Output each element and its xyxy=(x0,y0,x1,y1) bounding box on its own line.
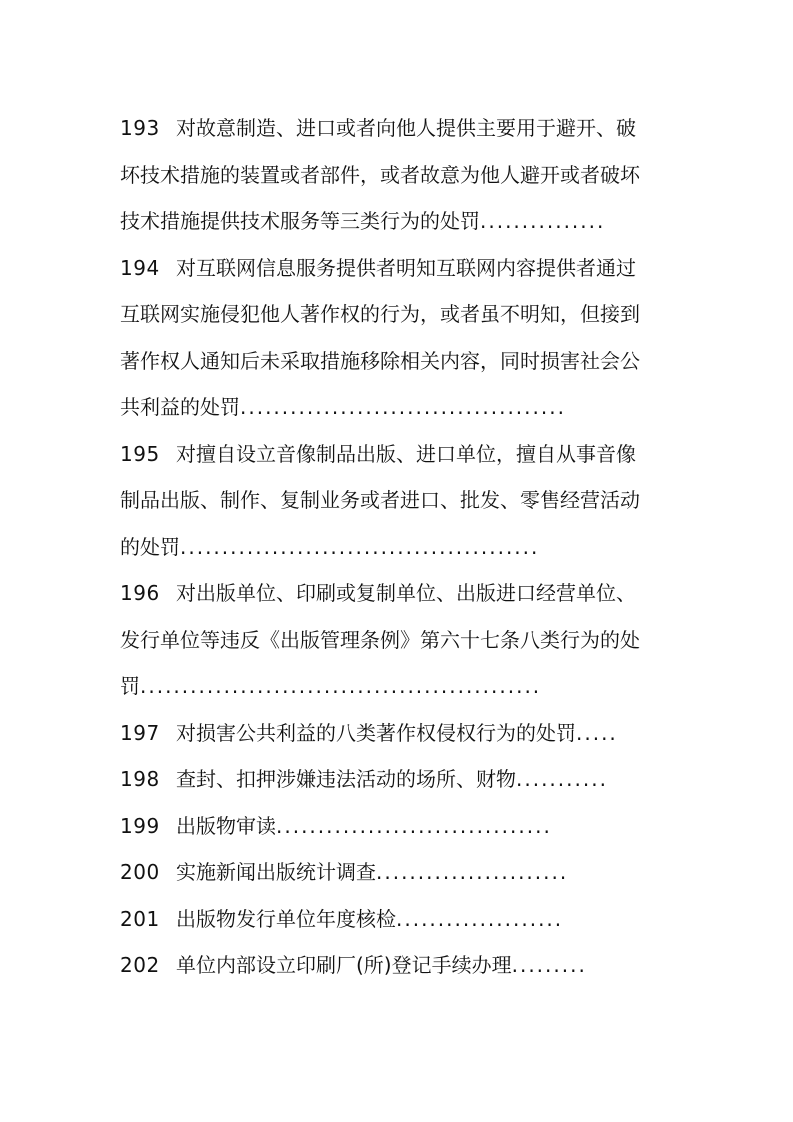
toc-entry-title: 对出版单位、印刷或复制单位、出版进口经营单位、 xyxy=(176,581,636,605)
toc-entry-number: 197 xyxy=(120,720,160,745)
toc-entry-194-line-3: 著作权人通知后未采取措施移除相关内容，同时损害社会公 xyxy=(120,348,640,373)
toc-entry-195-line-3 xyxy=(120,524,680,571)
toc-entry-number: 193 xyxy=(120,116,160,140)
toc-leader-dots: ....................... xyxy=(376,860,569,884)
toc-entry-title: 出版物审读 xyxy=(176,813,276,838)
toc-entry-number: 196 xyxy=(120,581,160,605)
toc-entry-title: 技术措施提供技术服务等三类行为的处罚 xyxy=(120,209,480,233)
toc-entry-196-line-3 xyxy=(120,663,680,710)
toc-entry-title: 对故意制造、进口或者向他人提供主要用于避开、破 xyxy=(176,116,636,140)
toc-entry-title: 出版物发行单位年度核检 xyxy=(176,906,396,931)
toc-entry-title: 实施新闻出版统计调查 xyxy=(176,860,376,884)
toc-entry-195-line-1 xyxy=(120,431,680,478)
toc-leader-dots: ......... xyxy=(511,953,587,977)
toc-entry-194-line-1 xyxy=(120,245,680,292)
toc-entry-number: 195 xyxy=(120,441,160,466)
toc-entry-number: 198 xyxy=(120,767,160,791)
toc-entry-number: 194 xyxy=(120,255,160,280)
toc-leader-dots: ................................................ xyxy=(140,674,542,698)
toc-leader-dots: ........... xyxy=(516,767,608,791)
toc-entry-title: 罚 xyxy=(120,674,140,698)
toc-entry-title: 的处罚 xyxy=(120,534,180,559)
toc-entry-title: 对擅自设立音像制品出版、进口单位，擅自从事音像 xyxy=(176,441,636,466)
toc-leader-dots: .................... xyxy=(396,906,564,931)
toc-leader-dots: ....................................... xyxy=(240,395,566,419)
toc-leader-dots: ........................................... xyxy=(180,534,540,559)
toc-entry-200 xyxy=(120,849,680,896)
toc-entry-title: 对损害公共利益的八类著作权侵权行为的处罚 xyxy=(176,720,576,745)
toc-leader-dots: ..... xyxy=(576,720,618,745)
toc-entry-194-line-4 xyxy=(120,384,680,431)
toc-entry-number: 200 xyxy=(120,860,160,884)
toc-entry-193-line-1 xyxy=(120,105,680,152)
toc-entry-199 xyxy=(120,803,680,850)
toc-entry-196-line-2: 发行单位等违反《出版管理条例》第六十七条八类行为的处 xyxy=(120,627,640,652)
toc-entry-193-line-2: 坏技术措施的装置或者部件，或者故意为他人避开或者破坏 xyxy=(120,162,640,187)
toc-entry-194-line-2: 互联网实施侵犯他人著作权的行为，或者虽不明知，但接到 xyxy=(120,302,640,326)
toc-entry-title: 共利益的处罚 xyxy=(120,395,240,419)
toc-entry-number: 199 xyxy=(120,813,160,838)
toc-leader-dots: ................................. xyxy=(276,813,552,838)
toc-entry-number: 202 xyxy=(120,953,160,977)
toc-entry-title: 查封、扣押涉嫌违法活动的场所、财物 xyxy=(176,767,516,791)
toc-entry-198 xyxy=(120,756,680,803)
toc-entry-193-line-3 xyxy=(120,198,680,245)
toc-entry-title: 对互联网信息服务提供者明知互联网内容提供者通过 xyxy=(176,255,636,280)
toc-entry-202 xyxy=(120,942,680,989)
toc-entry-196-line-1 xyxy=(120,570,680,617)
toc-entry-195-line-2: 制品出版、制作、复制业务或者进口、批发、零售经营活动 xyxy=(120,488,640,512)
toc-entry-number: 201 xyxy=(120,906,160,931)
toc-leader-dots: ............... xyxy=(480,209,606,233)
toc-entry-197 xyxy=(120,710,680,757)
toc-entry-201 xyxy=(120,896,680,943)
toc-entry-title: 单位内部设立印刷厂(所)登记手续办理 xyxy=(176,953,512,977)
table-of-contents xyxy=(120,105,680,989)
